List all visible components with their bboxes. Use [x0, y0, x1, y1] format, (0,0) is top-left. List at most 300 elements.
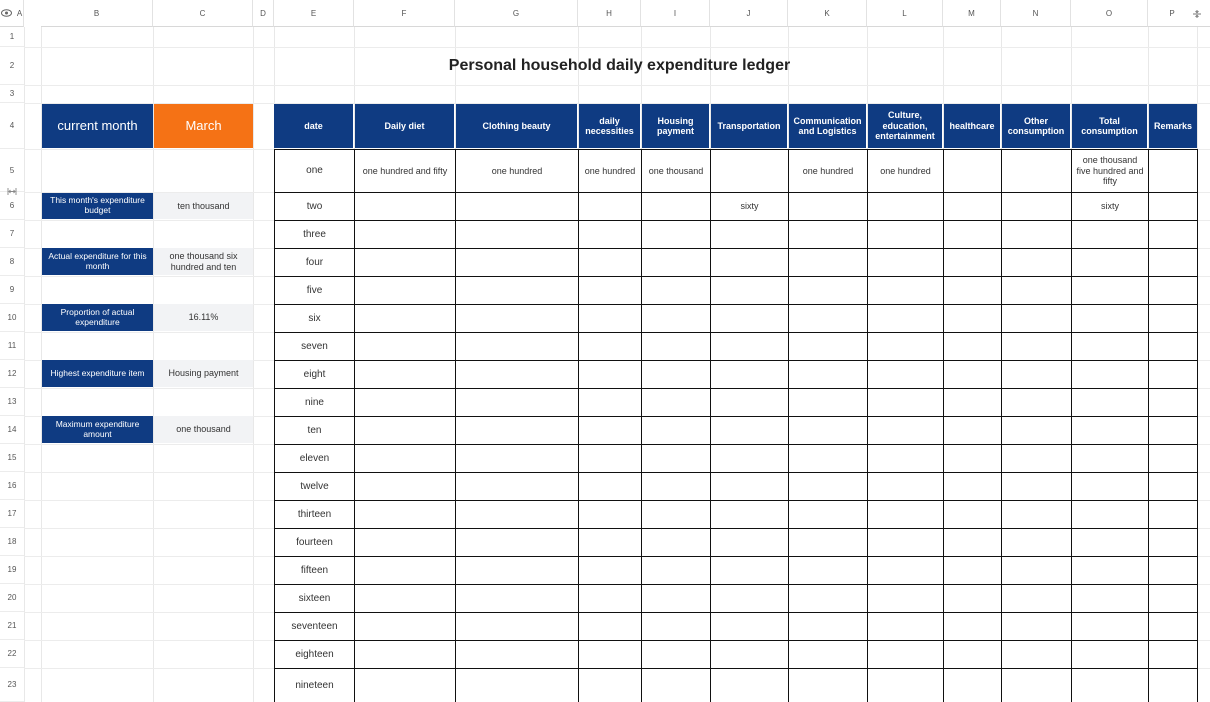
ledger-cell[interactable] — [711, 389, 788, 416]
header-other-consumption: Other consumption — [1002, 104, 1070, 148]
header-total-consumption: Total consumption — [1072, 104, 1147, 148]
ledger-cell[interactable] — [456, 221, 578, 248]
ledger-cell[interactable] — [1149, 221, 1197, 248]
ledger-cell[interactable] — [1149, 445, 1197, 472]
ledger-cell[interactable] — [1072, 249, 1148, 276]
ledger-cell[interactable] — [1149, 585, 1197, 612]
ledger-cell[interactable] — [456, 669, 578, 702]
col-header-G[interactable]: G — [455, 0, 578, 27]
ledger-cell[interactable] — [1072, 585, 1148, 612]
ledger-cell[interactable] — [456, 305, 578, 332]
ledger-cell[interactable] — [579, 361, 641, 388]
ledger-cell[interactable] — [642, 221, 710, 248]
row-header[interactable]: 12 — [0, 360, 24, 388]
ledger-cell[interactable] — [579, 613, 641, 640]
ledger-cell[interactable] — [1002, 277, 1071, 304]
col-header-L[interactable]: L — [867, 0, 943, 27]
row-header[interactable]: 8 — [0, 248, 24, 276]
ledger-cell[interactable] — [1072, 305, 1148, 332]
ledger-cell[interactable] — [944, 193, 1001, 220]
date-cell[interactable]: twelve — [300, 480, 329, 492]
header-culture: Culture, education, entertainment — [868, 104, 942, 148]
ledger-cell[interactable] — [1002, 529, 1071, 556]
ledger-cell[interactable] — [789, 585, 867, 612]
row-resize-icon[interactable] — [7, 187, 17, 196]
ledger-cell[interactable] — [868, 445, 943, 472]
ledger-cell[interactable] — [944, 361, 1001, 388]
ledger-cell[interactable] — [1002, 501, 1071, 528]
ledger-cell[interactable] — [355, 529, 455, 556]
ledger-cell[interactable] — [642, 529, 710, 556]
col-header-E[interactable]: E — [274, 0, 354, 27]
ledger-cell[interactable] — [1002, 641, 1071, 668]
ledger-cell[interactable] — [1072, 641, 1148, 668]
actual-expenditure-value[interactable]: one thousand six hundred and ten — [154, 248, 253, 275]
header-transportation: Transportation — [711, 104, 787, 148]
ledger-cell[interactable] — [868, 529, 943, 556]
ledger-cell[interactable] — [456, 333, 578, 360]
ledger-cell[interactable]: one hundred — [802, 165, 854, 176]
ledger-cell[interactable] — [789, 277, 867, 304]
ledger-cell[interactable] — [789, 221, 867, 248]
header-healthcare: healthcare — [944, 104, 1000, 148]
ledger-cell[interactable] — [868, 193, 943, 220]
date-cell[interactable]: eighteen — [295, 648, 334, 660]
ledger-cell[interactable] — [789, 641, 867, 668]
ledger-cell[interactable] — [1002, 473, 1071, 500]
max-amount-label: Maximum expenditure amount — [42, 416, 153, 443]
ledger-cell[interactable] — [642, 333, 710, 360]
ledger-cell[interactable] — [456, 501, 578, 528]
ledger-cell[interactable] — [711, 150, 788, 192]
ledger-cell[interactable] — [355, 557, 455, 584]
ledger-cell[interactable] — [355, 641, 455, 668]
proportion-value[interactable]: 16.11% — [154, 304, 253, 331]
ledger-cell[interactable] — [579, 473, 641, 500]
ledger-cell[interactable] — [944, 669, 1001, 702]
ledger-cell[interactable]: one hundred — [880, 165, 931, 176]
ledger-cell[interactable]: one hundred — [491, 165, 543, 176]
row-header[interactable]: 6 — [0, 192, 24, 220]
ledger-cell[interactable] — [1072, 361, 1148, 388]
ledger-cell[interactable] — [1072, 221, 1148, 248]
ledger-cell[interactable] — [1072, 389, 1148, 416]
ledger-cell[interactable] — [456, 277, 578, 304]
highest-item-label: Highest expenditure item — [42, 360, 153, 387]
ledger-cell[interactable] — [1072, 333, 1148, 360]
ledger-cell[interactable] — [789, 389, 867, 416]
ledger-cell[interactable] — [1149, 249, 1197, 276]
ledger-cell[interactable] — [355, 277, 455, 304]
ledger-cell[interactable] — [579, 641, 641, 668]
ledger-cell[interactable]: sixty — [740, 201, 759, 212]
ledger-cell[interactable]: one thousand — [648, 165, 704, 176]
ledger-cell[interactable] — [456, 389, 578, 416]
header-clothing-beauty: Clothing beauty — [456, 104, 577, 148]
date-cell[interactable]: nineteen — [295, 679, 334, 691]
ledger-cell[interactable] — [579, 445, 641, 472]
highest-item-value[interactable]: Housing payment — [154, 360, 253, 387]
ledger-cell[interactable] — [355, 305, 455, 332]
ledger-cell[interactable] — [456, 445, 578, 472]
ledger-cell[interactable] — [456, 473, 578, 500]
date-cell[interactable]: seventeen — [291, 620, 338, 632]
row-header[interactable]: 20 — [0, 584, 24, 612]
ledger-cell[interactable] — [1149, 193, 1197, 220]
ledger-cell[interactable] — [1002, 417, 1071, 444]
col-header-F[interactable]: F — [354, 0, 455, 27]
ledger-cell[interactable] — [944, 150, 1001, 192]
ledger-cell[interactable] — [868, 277, 943, 304]
ledger-cell[interactable] — [579, 557, 641, 584]
row-header[interactable]: 7 — [0, 220, 24, 248]
ledger-cell[interactable] — [355, 249, 455, 276]
row-header[interactable]: 16 — [0, 472, 24, 500]
ledger-cell[interactable] — [1002, 445, 1071, 472]
col-header-B[interactable]: B — [41, 0, 153, 27]
current-month-value[interactable]: March — [154, 104, 253, 148]
ledger-cell[interactable] — [456, 613, 578, 640]
ledger-cell[interactable] — [456, 641, 578, 668]
ledger-cell[interactable] — [1002, 249, 1071, 276]
ledger-cell[interactable] — [456, 557, 578, 584]
ledger-cell[interactable] — [944, 333, 1001, 360]
ledger-cell[interactable] — [1002, 150, 1071, 192]
ledger-cell[interactable] — [944, 557, 1001, 584]
ledger-cell[interactable] — [944, 585, 1001, 612]
ledger-cell[interactable] — [642, 389, 710, 416]
ledger-cell[interactable] — [789, 445, 867, 472]
ledger-cell[interactable] — [355, 613, 455, 640]
max-amount-value[interactable]: one thousand — [154, 416, 253, 443]
row-header[interactable]: 15 — [0, 444, 24, 472]
row-header[interactable]: 11 — [0, 332, 24, 360]
ledger-cell[interactable] — [868, 641, 943, 668]
header-communication: Communication and Logistics — [789, 104, 866, 148]
ledger-cell[interactable] — [868, 305, 943, 332]
ledger-cell[interactable] — [711, 473, 788, 500]
ledger-cell[interactable] — [868, 361, 943, 388]
row-header[interactable]: 5 — [0, 149, 24, 192]
col-header-N[interactable]: N — [1001, 0, 1071, 27]
ledger-cell[interactable] — [944, 473, 1001, 500]
ledger-cell[interactable] — [711, 361, 788, 388]
date-cell[interactable]: nine — [305, 396, 324, 408]
ledger-cell[interactable] — [789, 501, 867, 528]
ledger-cell[interactable] — [868, 557, 943, 584]
row-header[interactable]: 18 — [0, 528, 24, 556]
ledger-cell[interactable] — [1002, 361, 1071, 388]
ledger-cell[interactable] — [355, 669, 455, 702]
budget-value[interactable]: ten thousand — [154, 193, 253, 219]
ledger-cell[interactable] — [789, 557, 867, 584]
ledger-cell[interactable] — [579, 585, 641, 612]
ledger-cell[interactable] — [868, 221, 943, 248]
header-date: date — [274, 104, 353, 148]
col-header-M[interactable]: M — [943, 0, 1001, 27]
ledger-cell[interactable]: one hundred and fifty — [362, 165, 448, 176]
ledger-cell[interactable] — [456, 361, 578, 388]
row-header[interactable]: 1 — [0, 27, 24, 47]
ledger-cell[interactable] — [944, 501, 1001, 528]
ledger-cell[interactable] — [944, 305, 1001, 332]
ledger-cell[interactable] — [1072, 669, 1148, 702]
ledger-cell[interactable] — [1149, 333, 1197, 360]
ledger-cell[interactable] — [355, 585, 455, 612]
ledger-cell[interactable] — [711, 249, 788, 276]
grid-column-line — [253, 27, 254, 702]
ledger-cell[interactable] — [579, 501, 641, 528]
ledger-cell[interactable] — [1149, 150, 1197, 192]
ledger-cell[interactable] — [642, 669, 710, 702]
ledger-cell[interactable] — [642, 445, 710, 472]
ledger-cell[interactable] — [711, 305, 788, 332]
date-cell[interactable]: seven — [301, 340, 328, 352]
ledger-cell[interactable] — [355, 445, 455, 472]
ledger-cell[interactable] — [1072, 417, 1148, 444]
ledger-cell[interactable] — [711, 333, 788, 360]
ledger-cell[interactable] — [579, 669, 641, 702]
ledger-cell[interactable] — [944, 221, 1001, 248]
row-header[interactable]: 19 — [0, 556, 24, 584]
ledger-cell[interactable] — [1149, 641, 1197, 668]
row-header[interactable]: 23 — [0, 668, 24, 702]
date-cell[interactable]: two — [306, 200, 323, 212]
row-header[interactable]: 14 — [0, 416, 24, 444]
ledger-cell[interactable] — [456, 249, 578, 276]
ledger-cell[interactable] — [1002, 557, 1071, 584]
ledger-cell[interactable] — [944, 641, 1001, 668]
ledger-cell[interactable] — [355, 361, 455, 388]
date-cell[interactable]: one — [306, 165, 323, 177]
ledger-cell[interactable] — [1149, 417, 1197, 444]
row-header[interactable]: 2 — [0, 47, 24, 85]
header-housing-payment: Housing payment — [642, 104, 709, 148]
ledger-cell[interactable] — [868, 389, 943, 416]
ledger-cell[interactable] — [789, 529, 867, 556]
current-month-label: current month — [42, 104, 153, 148]
ledger-cell[interactable] — [789, 473, 867, 500]
date-cell[interactable]: fourteen — [296, 536, 333, 548]
ledger-cell[interactable] — [1072, 277, 1148, 304]
ledger-cell[interactable] — [711, 501, 788, 528]
ledger-cell[interactable] — [579, 193, 641, 220]
ledger-cell[interactable] — [789, 669, 867, 702]
ledger-cell[interactable] — [355, 193, 455, 220]
ledger-cell[interactable] — [789, 193, 867, 220]
row-header[interactable]: 21 — [0, 612, 24, 640]
ledger-cell[interactable] — [1149, 529, 1197, 556]
ledger-cell[interactable] — [642, 361, 710, 388]
ledger-cell[interactable] — [868, 333, 943, 360]
header-daily-necessities: daily necessities — [579, 104, 640, 148]
ledger-cell[interactable] — [1002, 193, 1071, 220]
ledger-cell[interactable] — [868, 501, 943, 528]
ledger-cell[interactable] — [579, 389, 641, 416]
grid-row-line — [24, 85, 1210, 86]
ledger-cell[interactable] — [579, 529, 641, 556]
ledger-cell[interactable] — [642, 613, 710, 640]
ledger-cell[interactable] — [1149, 389, 1197, 416]
grid-column-line — [24, 27, 25, 702]
row-header[interactable]: 4 — [0, 103, 24, 149]
ledger-cell[interactable]: one hundred — [584, 165, 636, 176]
ledger-cell[interactable] — [642, 473, 710, 500]
ledger-cell[interactable] — [1002, 221, 1071, 248]
date-cell[interactable]: five — [306, 284, 323, 296]
ledger-cell[interactable] — [579, 305, 641, 332]
ledger-cell[interactable] — [1149, 501, 1197, 528]
ledger-cell[interactable] — [1149, 473, 1197, 500]
col-header-H[interactable]: H — [578, 0, 641, 27]
ledger-cell[interactable] — [456, 585, 578, 612]
ledger-cell[interactable] — [868, 613, 943, 640]
row-header[interactable]: 10 — [0, 304, 24, 332]
ledger-cell[interactable] — [642, 501, 710, 528]
row-header[interactable]: 9 — [0, 276, 24, 304]
page-title: Personal household daily expenditure ledger — [448, 57, 791, 74]
ledger-cell[interactable] — [642, 417, 710, 444]
date-cell[interactable]: thirteen — [297, 508, 332, 520]
ledger-cell[interactable] — [868, 585, 943, 612]
ledger-cell[interactable] — [1149, 669, 1197, 702]
row-header[interactable]: 3 — [0, 85, 24, 103]
date-cell[interactable]: four — [305, 256, 324, 268]
collapse-icon[interactable] — [1192, 9, 1202, 19]
ledger-cell[interactable] — [642, 557, 710, 584]
ledger-cell[interactable] — [868, 249, 943, 276]
ledger-cell[interactable] — [711, 669, 788, 702]
ledger-cell[interactable] — [711, 557, 788, 584]
ledger-cell[interactable] — [944, 389, 1001, 416]
ledger-cell[interactable] — [868, 417, 943, 444]
col-header-A[interactable]: A — [16, 8, 23, 18]
ledger-cell[interactable] — [1072, 501, 1148, 528]
ledger-cell[interactable] — [355, 389, 455, 416]
header-remarks: Remarks — [1149, 104, 1197, 148]
eye-icon[interactable] — [1, 9, 12, 17]
select-all-corner[interactable] — [0, 0, 24, 27]
ledger-cell[interactable] — [1002, 305, 1071, 332]
ledger-cell[interactable] — [579, 277, 641, 304]
ledger-cell[interactable] — [789, 249, 867, 276]
ledger-cell[interactable] — [711, 277, 788, 304]
ledger-cell[interactable] — [642, 305, 710, 332]
ledger-cell[interactable] — [456, 529, 578, 556]
budget-label: This month's expenditure budget — [42, 193, 153, 219]
ledger-cell[interactable] — [711, 445, 788, 472]
ledger-cell[interactable] — [711, 417, 788, 444]
ledger-cell[interactable] — [944, 613, 1001, 640]
ledger-cell[interactable] — [1002, 333, 1071, 360]
ledger-cell[interactable] — [355, 333, 455, 360]
row-header[interactable]: 13 — [0, 388, 24, 416]
date-cell[interactable]: sixteen — [298, 592, 331, 604]
ledger-cell[interactable] — [1149, 361, 1197, 388]
ledger-cell[interactable] — [789, 333, 867, 360]
ledger-cell[interactable] — [711, 585, 788, 612]
ledger-cell[interactable] — [579, 221, 641, 248]
col-header-C[interactable]: C — [153, 0, 253, 27]
ledger-cell[interactable] — [1002, 389, 1071, 416]
ledger-cell[interactable] — [1002, 613, 1071, 640]
ledger-cell[interactable]: sixty — [1101, 201, 1119, 212]
date-cell[interactable]: eleven — [299, 452, 330, 464]
ledger-cell[interactable] — [711, 613, 788, 640]
ledger-cell[interactable] — [1149, 557, 1197, 584]
ledger-cell[interactable] — [944, 529, 1001, 556]
col-header-K[interactable]: K — [788, 0, 867, 27]
row-header[interactable]: 17 — [0, 500, 24, 528]
ledger-cell[interactable] — [642, 249, 710, 276]
ledger-cell[interactable] — [355, 417, 455, 444]
ledger-cell[interactable] — [789, 613, 867, 640]
date-cell[interactable]: fifteen — [300, 564, 329, 576]
ledger-cell[interactable] — [868, 669, 943, 702]
proportion-label: Proportion of actual expenditure — [42, 304, 153, 331]
ledger-cell[interactable] — [642, 585, 710, 612]
ledger-cell[interactable] — [789, 417, 867, 444]
ledger-cell[interactable] — [1002, 669, 1071, 702]
ledger-cell[interactable] — [944, 277, 1001, 304]
ledger-cell[interactable] — [944, 417, 1001, 444]
ledger-cell[interactable] — [1002, 585, 1071, 612]
date-cell[interactable]: ten — [307, 424, 322, 436]
ledger-cell[interactable] — [579, 417, 641, 444]
date-cell[interactable]: eight — [303, 368, 326, 380]
ledger-cell[interactable] — [711, 641, 788, 668]
ledger-cell[interactable]: one thousand five hundred and fifty — [1076, 155, 1144, 187]
date-cell[interactable]: six — [308, 312, 321, 324]
ledger-cell[interactable] — [1149, 277, 1197, 304]
ledger-cell[interactable] — [355, 473, 455, 500]
ledger-cell[interactable] — [1072, 445, 1148, 472]
ledger-cell[interactable] — [711, 221, 788, 248]
ledger-cell[interactable] — [868, 473, 943, 500]
ledger-cell[interactable] — [944, 249, 1001, 276]
ledger-cell[interactable] — [944, 445, 1001, 472]
ledger-cell[interactable] — [1072, 557, 1148, 584]
ledger-cell[interactable] — [711, 529, 788, 556]
ledger-cell[interactable] — [355, 221, 455, 248]
ledger-cell[interactable] — [355, 501, 455, 528]
ledger-cell[interactable] — [789, 305, 867, 332]
ledger-cell[interactable] — [1072, 473, 1148, 500]
ledger-cell[interactable] — [1072, 529, 1148, 556]
ledger-cell[interactable] — [642, 277, 710, 304]
ledger-cell[interactable] — [642, 641, 710, 668]
ledger-cell[interactable] — [789, 361, 867, 388]
header-daily-diet: Daily diet — [355, 104, 454, 148]
col-header-I[interactable]: I — [641, 0, 710, 27]
row-header[interactable]: 22 — [0, 640, 24, 668]
col-header-P[interactable] — [1148, 0, 1210, 27]
ledger-cell[interactable] — [579, 333, 641, 360]
date-cell[interactable]: three — [303, 228, 326, 240]
col-header-O[interactable]: O — [1071, 0, 1148, 27]
ledger-cell[interactable] — [579, 249, 641, 276]
actual-expenditure-label: Actual expenditure for this month — [42, 248, 153, 275]
col-header-D[interactable]: D — [253, 0, 274, 27]
ledger-cell[interactable] — [1149, 305, 1197, 332]
ledger-cell[interactable] — [1149, 613, 1197, 640]
ledger-cell[interactable] — [456, 193, 578, 220]
ledger-cell[interactable] — [456, 417, 578, 444]
ledger-cell[interactable] — [1072, 613, 1148, 640]
col-header-P-label: P — [1169, 8, 1175, 18]
col-header-J[interactable]: J — [710, 0, 788, 27]
ledger-cell[interactable] — [642, 193, 710, 220]
